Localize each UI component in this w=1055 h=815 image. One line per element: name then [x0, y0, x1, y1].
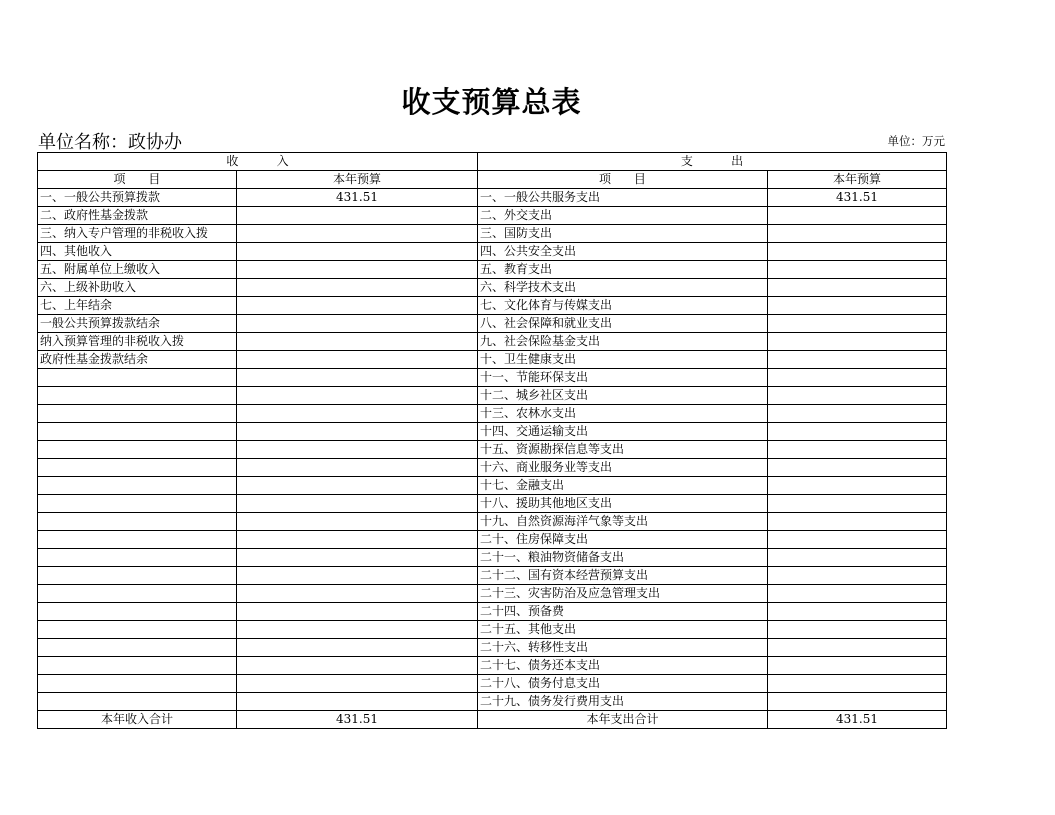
income-value-cell [237, 315, 478, 333]
expense-item-cell: 二十八、债务付息支出 [478, 675, 768, 693]
income-group-header: 收 入 [38, 153, 478, 171]
table-row [38, 567, 947, 585]
table-row [38, 549, 947, 567]
expense-value-cell [768, 405, 947, 423]
expense-item-cell: 八、社会保障和就业支出 [478, 315, 768, 333]
income-value-cell [237, 243, 478, 261]
expense-item-cell: 五、教育支出 [478, 261, 768, 279]
table-row [38, 585, 947, 603]
table-row [38, 279, 947, 297]
income-item-cell [38, 639, 237, 657]
expense-value-cell [768, 243, 947, 261]
expense-value-cell [768, 639, 947, 657]
income-item-cell: 三、纳入专户管理的非税收入拨 [38, 225, 237, 243]
totals-row [38, 711, 947, 729]
table-row [38, 243, 947, 261]
expense-value-cell [768, 603, 947, 621]
income-item-header: 项 目 [38, 171, 237, 189]
income-value-cell [237, 297, 478, 315]
income-item-cell [38, 423, 237, 441]
table-row [38, 639, 947, 657]
expense-value-cell [768, 297, 947, 315]
income-item-cell [38, 549, 237, 567]
page-title: 收支预算总表 [401, 85, 582, 119]
group-header-row [38, 153, 947, 171]
income-budget-header: 本年预算 [237, 171, 478, 189]
expense-value-cell [768, 549, 947, 567]
expense-item-cell: 十一、节能环保支出 [478, 369, 768, 387]
income-value-cell [237, 603, 478, 621]
expense-value-cell [768, 657, 947, 675]
income-item-cell [38, 567, 237, 585]
expense-item-cell: 二十九、债务发行费用支出 [478, 693, 768, 711]
expense-item-header: 项 目 [478, 171, 768, 189]
expense-value-cell [768, 387, 947, 405]
expense-item-cell: 二、外交支出 [478, 207, 768, 225]
income-item-cell: 五、附属单位上缴收入 [38, 261, 237, 279]
table-row [38, 477, 947, 495]
income-item-cell [38, 459, 237, 477]
expense-item-cell: 十三、农林水支出 [478, 405, 768, 423]
expense-value-cell [768, 531, 947, 549]
expense-item-cell: 二十五、其他支出 [478, 621, 768, 639]
expense-value-cell [768, 423, 947, 441]
expense-item-cell: 三、国防支出 [478, 225, 768, 243]
unit-name: 单位名称：政协办 [38, 132, 182, 153]
expense-item-cell: 一、一般公共服务支出 [478, 189, 768, 207]
expense-value-cell [768, 351, 947, 369]
income-item-cell: 政府性基金拨款结余 [38, 351, 237, 369]
income-item-cell [38, 369, 237, 387]
expense-item-cell: 二十一、粮油物资储备支出 [478, 549, 768, 567]
unit-label: 单位：万元 [887, 134, 945, 148]
budget-table [37, 152, 947, 729]
expense-value-cell [768, 621, 947, 639]
table-row [38, 603, 947, 621]
table-row [38, 369, 947, 387]
income-value-cell [237, 333, 478, 351]
table-row [38, 261, 947, 279]
income-item-cell [38, 657, 237, 675]
expense-item-cell: 十五、资源勘探信息等支出 [478, 441, 768, 459]
income-item-cell [38, 441, 237, 459]
expense-value-cell [768, 279, 947, 297]
expense-item-cell: 十二、城乡社区支出 [478, 387, 768, 405]
expense-value-cell [768, 513, 947, 531]
income-item-cell [38, 585, 237, 603]
expense-value-cell [768, 225, 947, 243]
expense-value-cell [768, 333, 947, 351]
income-item-cell [38, 405, 237, 423]
expense-item-cell: 二十六、转移性支出 [478, 639, 768, 657]
expense-value-cell [768, 315, 947, 333]
table-row [38, 207, 947, 225]
income-item-cell [38, 387, 237, 405]
table-row [38, 693, 947, 711]
table-row [38, 657, 947, 675]
income-item-cell: 六、上级补助收入 [38, 279, 237, 297]
income-item-cell: 四、其他收入 [38, 243, 237, 261]
income-value-cell [237, 405, 478, 423]
income-item-cell: 纳入预算管理的非税收入拨 [38, 333, 237, 351]
expense-item-cell: 二十三、灾害防治及应急管理支出 [478, 585, 768, 603]
income-item-cell [38, 513, 237, 531]
income-value-cell [237, 513, 478, 531]
expense-item-cell: 六、科学技术支出 [478, 279, 768, 297]
table-row [38, 333, 947, 351]
income-value-cell [237, 639, 478, 657]
expense-item-cell: 十九、自然资源海洋气象等支出 [478, 513, 768, 531]
table-row [38, 495, 947, 513]
expense-value-cell [768, 459, 947, 477]
expense-item-cell: 十八、援助其他地区支出 [478, 495, 768, 513]
income-value-cell [237, 549, 478, 567]
expense-value-cell [768, 675, 947, 693]
income-value-cell [237, 567, 478, 585]
income-value-cell [237, 207, 478, 225]
expense-item-cell: 十六、商业服务业等支出 [478, 459, 768, 477]
income-item-cell [38, 477, 237, 495]
table-row [38, 351, 947, 369]
table-row [38, 405, 947, 423]
income-item-cell: 二、政府性基金拨款 [38, 207, 237, 225]
income-value-cell [237, 261, 478, 279]
expense-value-cell [768, 477, 947, 495]
income-item-cell: 七、上年结余 [38, 297, 237, 315]
income-value-cell [237, 495, 478, 513]
expense-group-header: 支 出 [478, 153, 947, 171]
expense-budget-header: 本年预算 [768, 171, 947, 189]
expense-item-cell: 二十二、国有资本经营预算支出 [478, 567, 768, 585]
expense-item-cell: 七、文化体育与传媒支出 [478, 297, 768, 315]
expense-item-cell: 十四、交通运输支出 [478, 423, 768, 441]
table-row [38, 189, 947, 207]
expense-value-cell [768, 693, 947, 711]
table-row [38, 675, 947, 693]
expense-value-cell: 431.51 [768, 189, 947, 207]
table-row [38, 459, 947, 477]
table-row [38, 225, 947, 243]
income-total-value: 431.51 [237, 711, 478, 729]
expense-item-cell: 十、卫生健康支出 [478, 351, 768, 369]
income-item-cell [38, 495, 237, 513]
table-row [38, 387, 947, 405]
income-value-cell [237, 369, 478, 387]
income-value-cell [237, 279, 478, 297]
income-value-cell [237, 225, 478, 243]
income-item-cell [38, 693, 237, 711]
expense-item-cell: 四、公共安全支出 [478, 243, 768, 261]
expense-value-cell [768, 495, 947, 513]
table-row [38, 297, 947, 315]
income-value-cell [237, 459, 478, 477]
income-value-cell [237, 441, 478, 459]
expense-value-cell [768, 441, 947, 459]
expense-item-cell: 十七、金融支出 [478, 477, 768, 495]
income-value-cell: 431.51 [237, 189, 478, 207]
income-value-cell [237, 693, 478, 711]
expense-item-cell: 二十、住房保障支出 [478, 531, 768, 549]
table-row [38, 441, 947, 459]
income-value-cell [237, 387, 478, 405]
expense-item-cell: 二十四、预备费 [478, 603, 768, 621]
income-item-cell [38, 531, 237, 549]
expense-item-cell: 二十七、债务还本支出 [478, 657, 768, 675]
expense-value-cell [768, 207, 947, 225]
income-value-cell [237, 477, 478, 495]
expense-total-label: 本年支出合计 [478, 711, 768, 729]
income-item-cell [38, 675, 237, 693]
table-row [38, 621, 947, 639]
income-value-cell [237, 531, 478, 549]
income-item-cell [38, 603, 237, 621]
income-value-cell [237, 423, 478, 441]
table-row [38, 423, 947, 441]
expense-value-cell [768, 369, 947, 387]
expense-value-cell [768, 585, 947, 603]
expense-value-cell [768, 261, 947, 279]
income-value-cell [237, 585, 478, 603]
income-total-label: 本年收入合计 [38, 711, 237, 729]
income-item-cell [38, 621, 237, 639]
expense-value-cell [768, 567, 947, 585]
income-value-cell [237, 351, 478, 369]
table-row [38, 315, 947, 333]
expense-item-cell: 九、社会保险基金支出 [478, 333, 768, 351]
income-value-cell [237, 621, 478, 639]
income-value-cell [237, 657, 478, 675]
table-row [38, 531, 947, 549]
table-row [38, 513, 947, 531]
income-item-cell: 一般公共预算拨款结余 [38, 315, 237, 333]
income-value-cell [237, 675, 478, 693]
income-item-cell: 一、一般公共预算拨款 [38, 189, 237, 207]
expense-total-value: 431.51 [768, 711, 947, 729]
column-header-row [38, 171, 947, 189]
